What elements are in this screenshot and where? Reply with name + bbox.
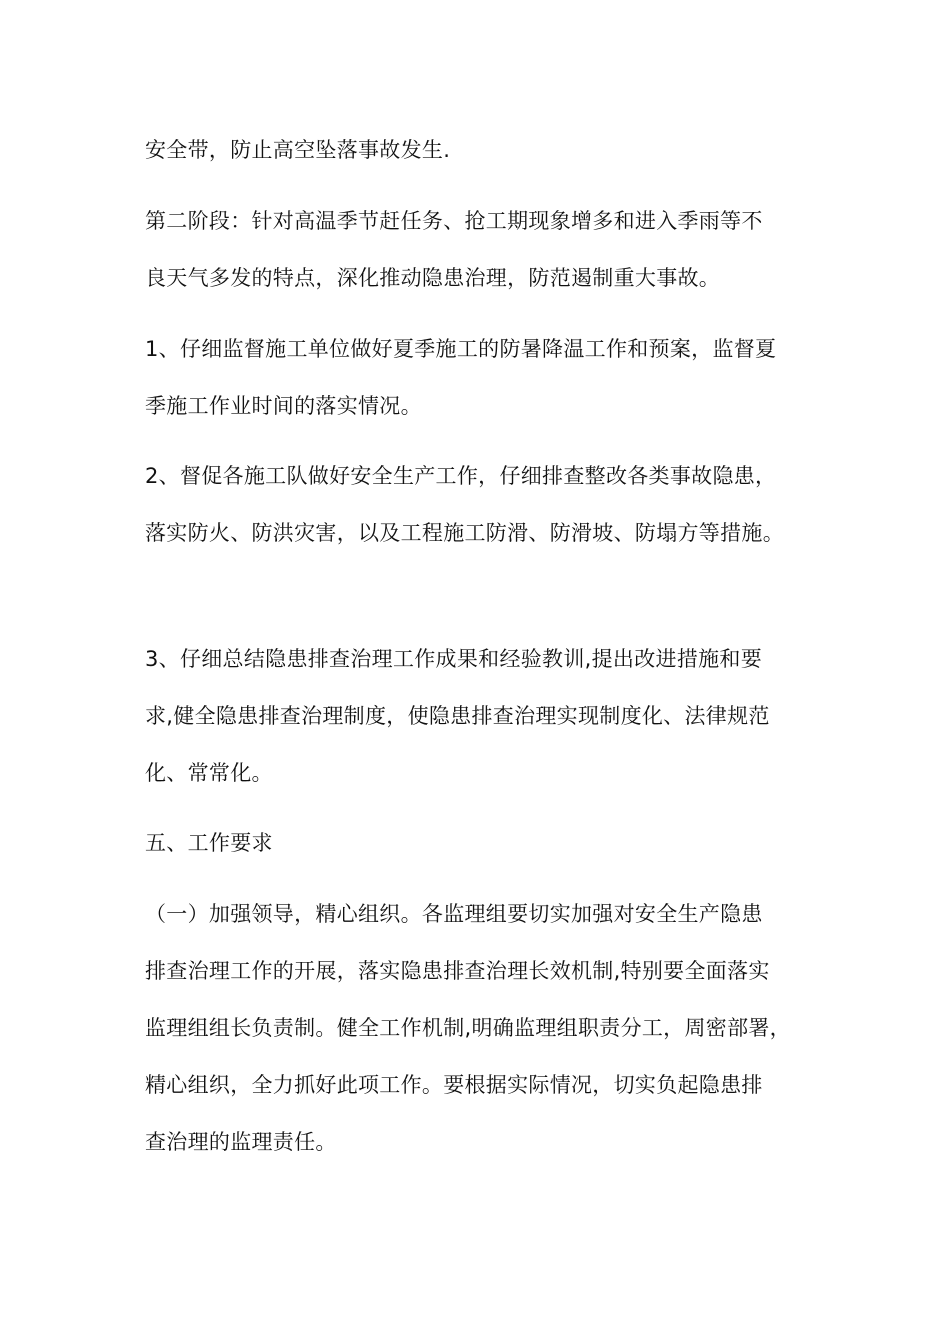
text-line: 季施工作业时间的落实情况。 <box>145 394 422 418</box>
text-line: 查治理的监理责任。 <box>145 1130 337 1154</box>
text-line: （一）加强领导，精心组织。各监理组要切实加强对安全生产隐患 <box>145 902 763 926</box>
text-line: 2、督促各施工队做好安全生产工作，仔细排查整改各类事故隐患， <box>145 464 777 488</box>
text-line: 落实防火、防洪灾害，以及工程施工防滑、防滑坡、防塌方等措施。 <box>145 521 784 545</box>
section-heading: 五、工作要求 <box>145 831 273 855</box>
text-line: 排查治理工作的开展，落实隐患排查治理长效机制,特别要全面落实 <box>145 959 770 983</box>
text-line: 精心组织，全力抓好此项工作。要根据实际情况，切实负起隐患排 <box>145 1073 763 1097</box>
text-line: 3、仔细总结隐患排查治理工作成果和经验教训,提出改进措施和要 <box>145 647 763 671</box>
text-line: 求,健全隐患排查治理制度，使隐患排查治理实现制度化、法律规范 <box>145 704 770 728</box>
text-line: 1、仔细监督施工单位做好夏季施工的防暑降温工作和预案，监督夏 <box>145 337 777 361</box>
text-line: 良天气多发的特点，深化推动隐患治理，防范遏制重大事故。 <box>145 266 721 290</box>
text-line: 第二阶段：针对高温季节赶任务、抢工期现象增多和进入季雨等不 <box>145 209 763 233</box>
text-line: 安全带，防止高空坠落事故发生. <box>145 138 451 162</box>
text-line: 化、常常化。 <box>145 761 273 785</box>
text-line: 监理组组长负责制。健全工作机制,明确监理组职责分工，周密部署， <box>145 1016 791 1040</box>
